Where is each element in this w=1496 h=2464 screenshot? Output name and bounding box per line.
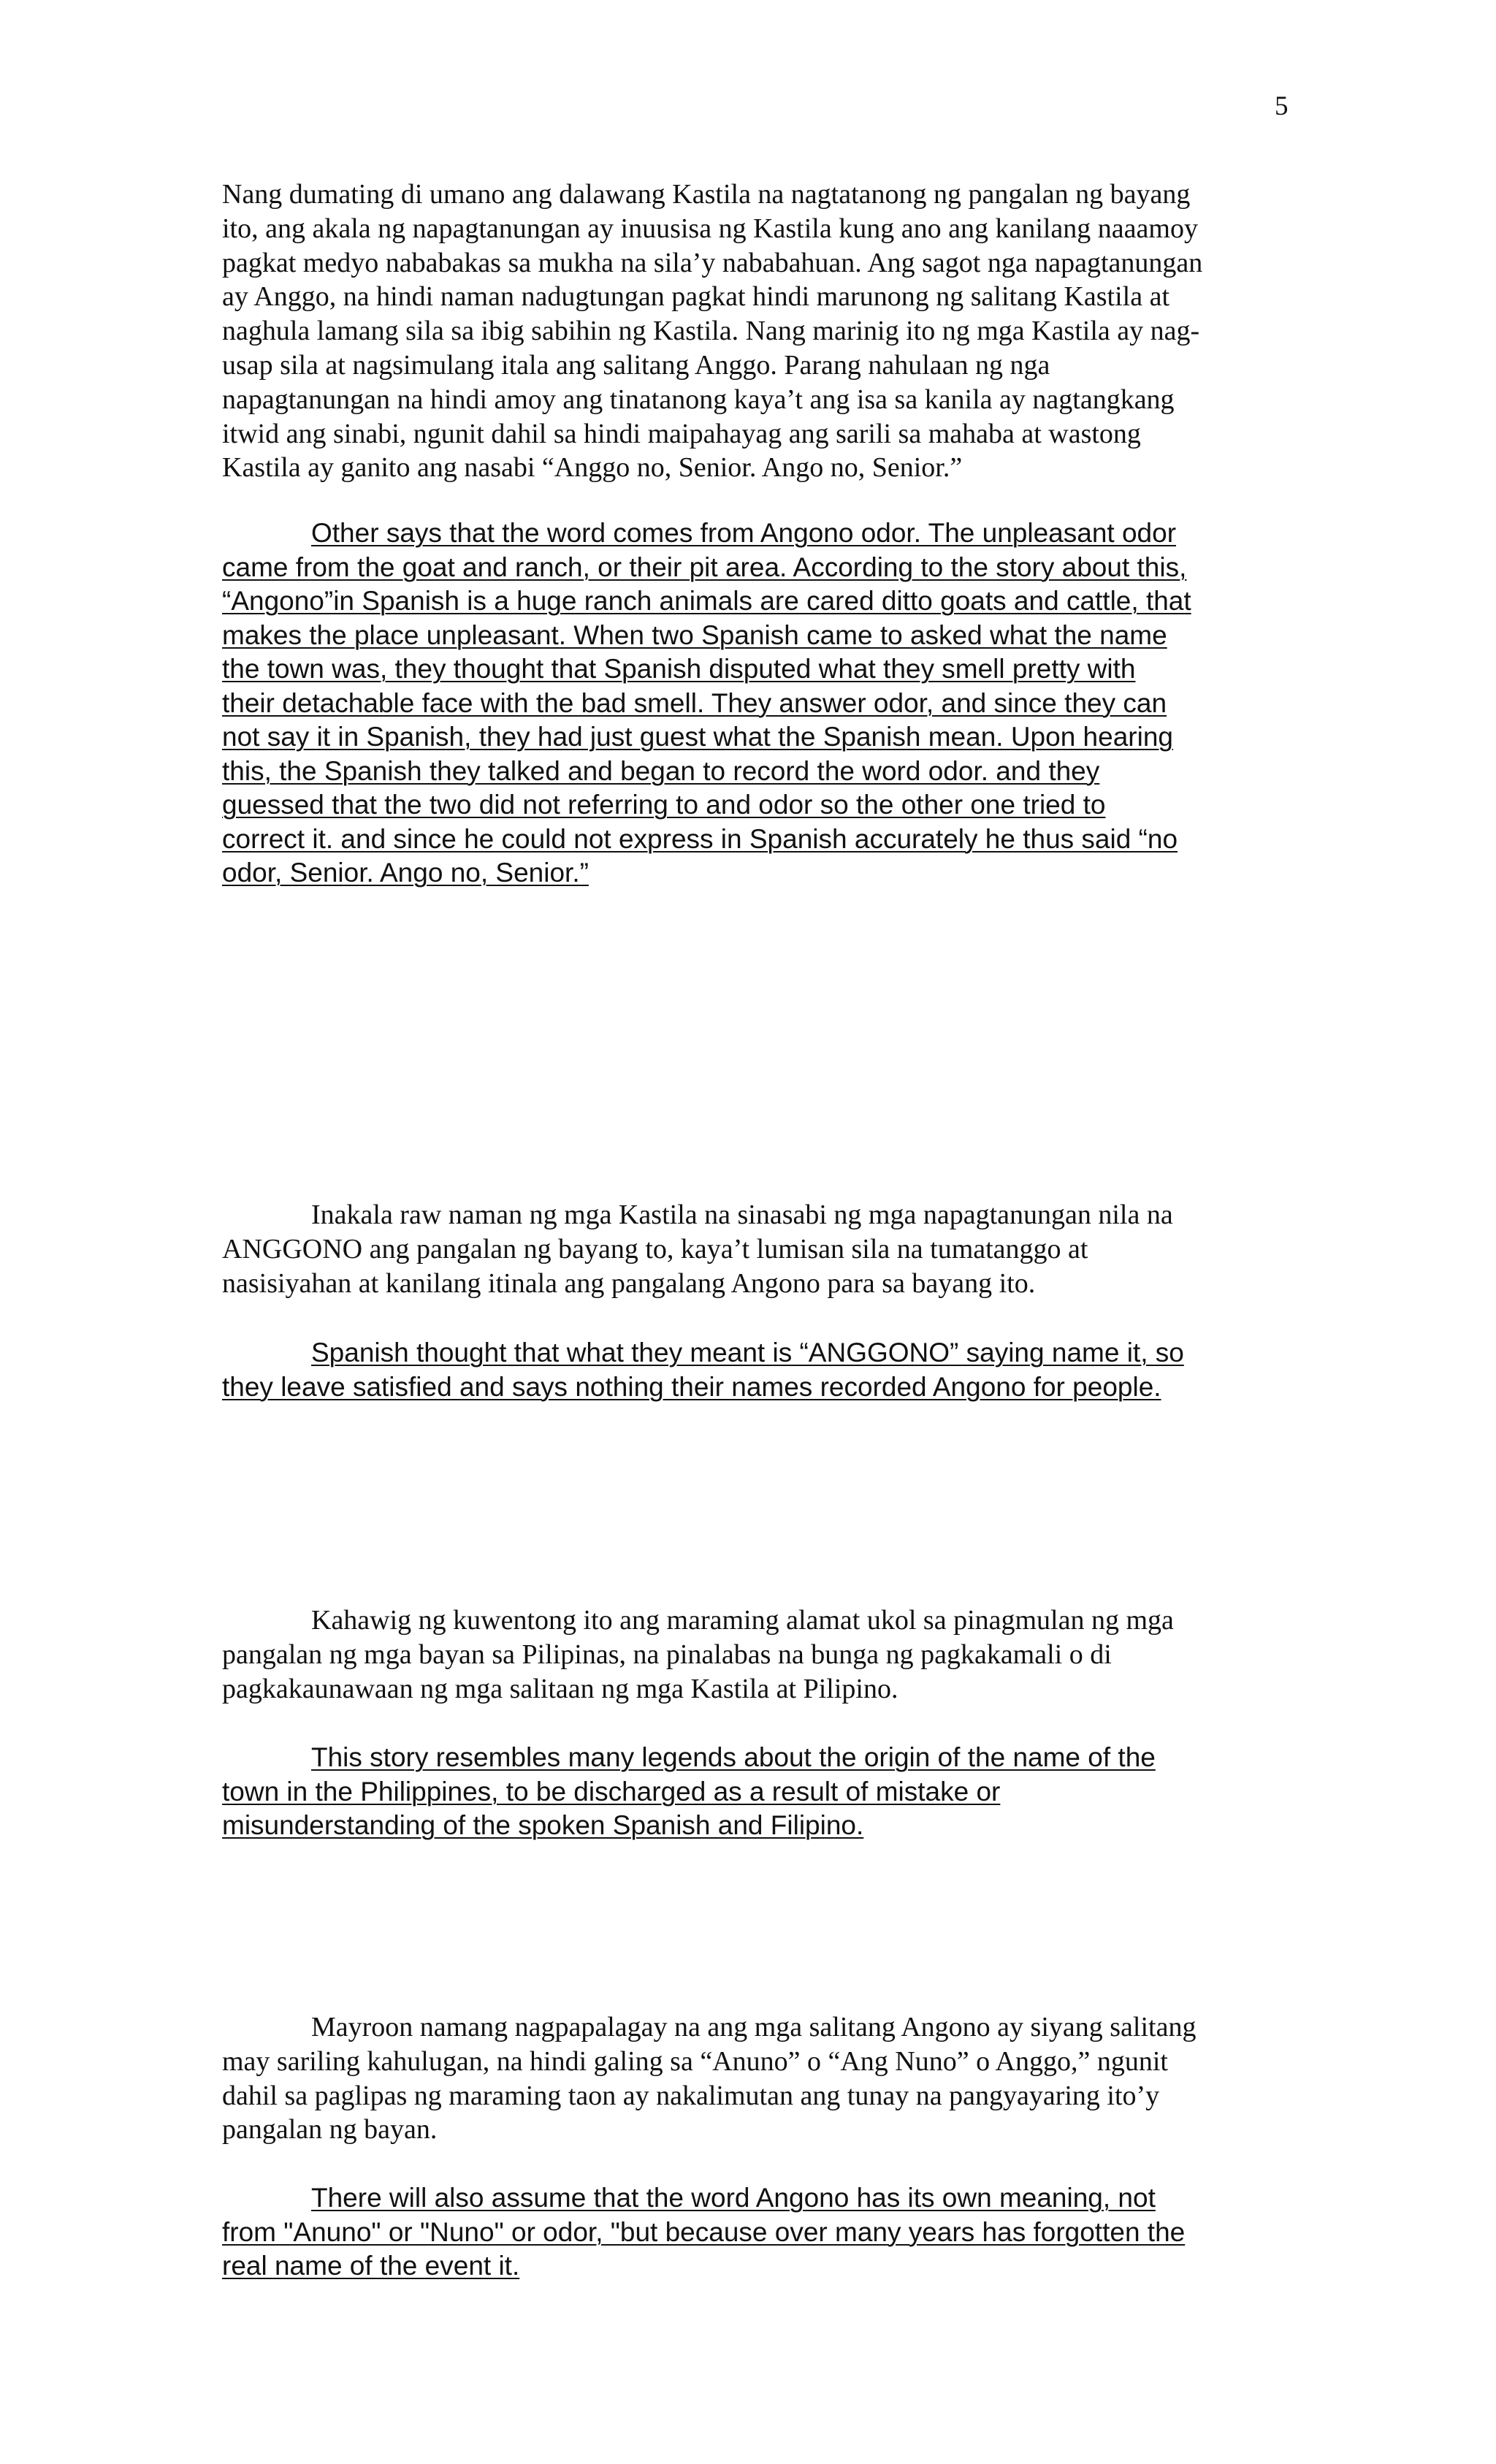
text-line: usap sila at nagsimulang itala ang salitang Anggo. Parang nahulaan ng nga <box>222 349 1050 381</box>
text-line: came from the goat and ranch, or their pit area. According to the story about this, <box>222 552 1187 582</box>
text-line: pagkat medyo nababakas sa mukha na sila’y nababahuan. Ang sagot nga napagtanungan <box>222 247 1203 278</box>
text-line: There will also assume that the word Angono has its own meaning, not <box>311 2183 1156 2213</box>
paragraph-tagalog-4 <box>222 2010 1296 2147</box>
text-line: Kahawig ng kuwentong ito ang maraming alamat ukol sa pinagmulan ng mga <box>311 1605 1174 1636</box>
text-line: ANGGONO ang pangalan ng bayang to, kaya’t lumisan sila na tumatanggo at <box>222 1233 1088 1265</box>
text-line: pangalan ng mga bayan sa Pilipinas, na pinalabas na bunga ng pagkakamali o di <box>222 1639 1112 1670</box>
text-line: odor, Senior. Ango no, Senior.” <box>222 858 589 888</box>
paragraph-english-4 <box>222 2181 1296 2284</box>
paragraph-english-2 <box>222 1336 1296 1404</box>
paragraph-tagalog-3 <box>222 1603 1296 1706</box>
text-line: pagkakaunawaan ng mga salitaan ng mga Kastila at Pilipino. <box>222 1673 898 1704</box>
text-line: Inakala raw naman ng mga Kastila na sinasabi ng mga napagtanungan nila na <box>311 1199 1173 1230</box>
text-line: from "Anuno" or "Nuno" or odor, "but because over many years has forgotten the <box>222 2216 1186 2247</box>
text-line: naghula lamang sila sa ibig sabihin ng Kastila. Nang marinig ito ng mga Kastila ay nag- <box>222 316 1200 347</box>
text-line: napagtanungan na hindi amoy ang tinatanong kaya’t ang isa sa kanila ay nagtangkang <box>222 384 1175 415</box>
text-line: dahil sa paglipas ng maraming taon ay nakalimutan ang tunay na pangyayaring ito’y <box>222 2080 1160 2111</box>
text-line: they leave satisfied and says nothing their names recorded Angono for people. <box>222 1371 1161 1402</box>
paragraph-english-3 <box>222 1741 1296 1843</box>
paragraph-tagalog-2 <box>222 1198 1296 1300</box>
text-line: Spanish thought that what they meant is “ANGGONO” saying name it, so <box>311 1338 1184 1368</box>
text-line: guessed that the two did not referring to and odor so the other one tried to <box>222 790 1106 820</box>
text-line: Other says that the word comes from Angono odor. The unpleasant odor <box>311 518 1177 548</box>
text-line: correct it. and since he could not express in Spanish accurately he thus said “no <box>222 823 1178 854</box>
paragraph-english-1 <box>222 516 1296 890</box>
text-line: this, the Spanish they talked and began to record the word odor. and they <box>222 755 1100 786</box>
text-line: nasisiyahan at kanilang itinala ang pangalang Angono para sa bayang ito. <box>222 1267 1036 1299</box>
text-line: town in the Philippines, to be discharged as a result of mistake or <box>222 1776 1001 1807</box>
text-line: pangalan ng bayan. <box>222 2114 438 2145</box>
text-line: their detachable face with the bad smell. They answer odor, and since they can <box>222 687 1167 718</box>
text-line: the town was, they thought that Spanish disputed what they smell pretty with <box>222 654 1136 684</box>
text-line: real name of the event it. <box>222 2251 520 2281</box>
page-number: 5 <box>1275 91 1289 121</box>
text-line: This story resembles many legends about the origin of the name of the <box>311 1742 1156 1772</box>
text-line: ito, ang akala ng napagtanungan ay inuusisa ng Kastila kung ano ang kanilang naaamoy <box>222 213 1198 244</box>
text-line: makes the place unpleasant. When two Spanish came to asked what the name <box>222 619 1167 650</box>
text-line: not say it in Spanish, they had just guest what the Spanish mean. Upon hearing <box>222 722 1173 752</box>
text-line: Kastila ay ganito ang nasabi “Anggo no, Senior. Ango no, Senior.” <box>222 452 963 484</box>
text-line: may sariling kahulugan, na hindi galing sa “Anuno” o “Ang Nuno” o Anggo,” ngunit <box>222 2045 1168 2077</box>
text-line: “Angono”in Spanish is a huge ranch animals are cared ditto goats and cattle, that <box>222 586 1191 616</box>
text-line: ay Anggo, na hindi naman nadugtungan pagkat hindi marunong ng salitang Kastila at <box>222 281 1170 313</box>
text-line: Nang dumating di umano ang dalawang Kastila na nagtatanong ng pangalan ng bayang <box>222 179 1191 210</box>
text-line: Mayroon namang nagpapalagay na ang mga salitang Angono ay siyang salitang <box>311 2012 1197 2042</box>
text-line: itwid ang sinabi, ngunit dahil sa hindi maipahayag ang sarili sa mahaba at wastong <box>222 418 1141 449</box>
text-line: misunderstanding of the spoken Spanish and Filipino. <box>222 1810 864 1840</box>
paragraph-tagalog-1 <box>222 178 1296 485</box>
